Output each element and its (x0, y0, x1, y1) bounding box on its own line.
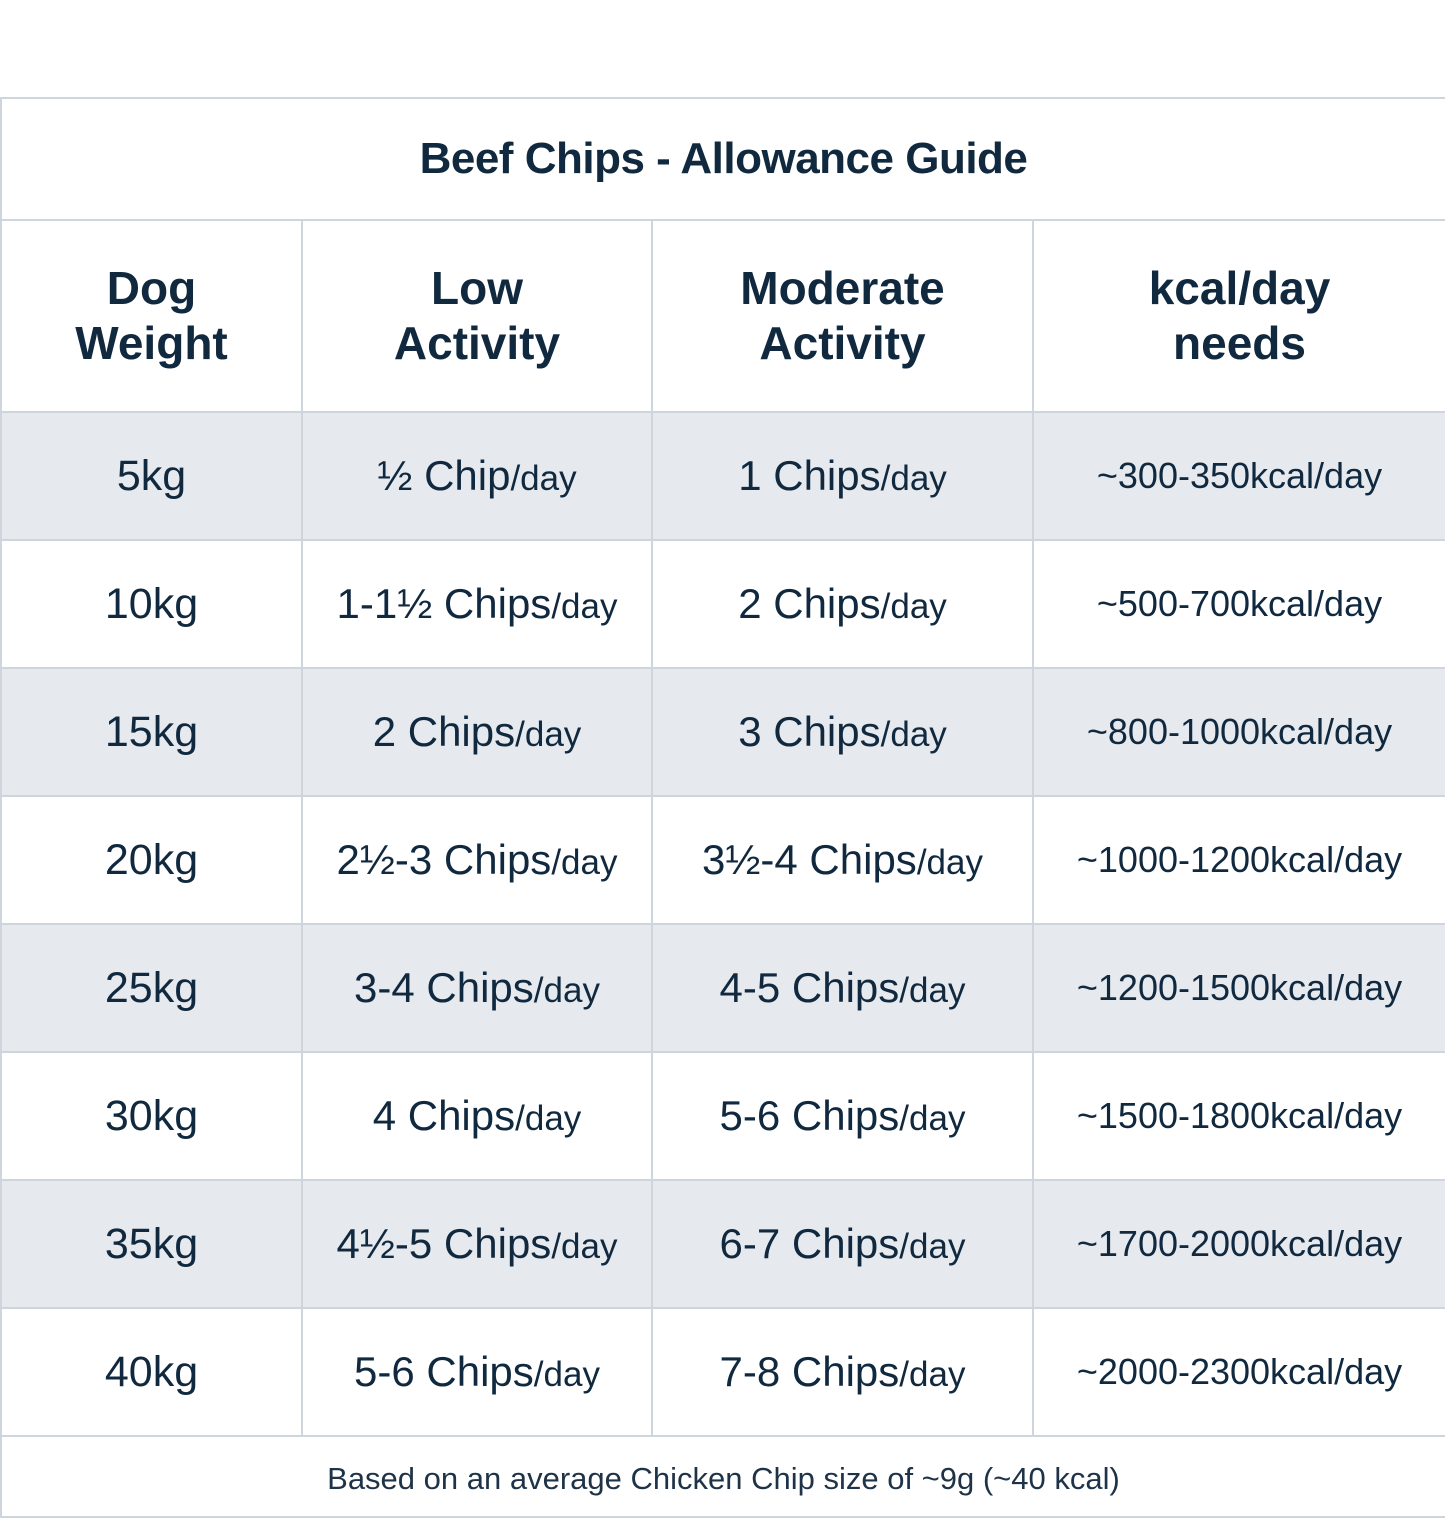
per-day-unit: /day (510, 459, 577, 498)
table-row (2, 796, 1445, 924)
chip-count: 4½-5 Chips (336, 1220, 552, 1267)
cell-dog-weight: 25kg (2, 924, 302, 1052)
cell-dog-weight: 10kg (2, 540, 302, 668)
per-day-unit: /day (880, 459, 947, 498)
per-day-unit: /day (899, 1355, 966, 1394)
cell-moderate-activity (652, 540, 1033, 668)
cell-moderate-activity (652, 924, 1033, 1052)
cell-dog-weight: 20kg (2, 796, 302, 924)
allowance-guide (0, 97, 1445, 1518)
per-day-unit: /day (551, 1227, 618, 1266)
per-day-unit: /day (899, 1099, 966, 1138)
footnote: Based on an average Chicken Chip size of ~9g (~40 kcal) (327, 1461, 1120, 1496)
per-day-unit: /day (880, 715, 947, 754)
chip-count: 3 Chips (738, 708, 881, 755)
chip-count: 7-8 Chips (719, 1348, 900, 1395)
cell-kcal-needs: ~300-350kcal/day (1033, 412, 1445, 540)
header-kcal-needs: kcal/day needs (1033, 221, 1445, 412)
cell-low-activity (302, 796, 652, 924)
per-day-unit: /day (880, 587, 947, 626)
cell-low-activity (302, 1052, 652, 1180)
header-low-activity: Low Activity (302, 221, 652, 412)
chip-count: 2 Chips (738, 580, 881, 627)
header-dog-weight: Dog Weight (2, 221, 302, 412)
cell-kcal-needs: ~1700-2000kcal/day (1033, 1180, 1445, 1308)
cell-dog-weight: 35kg (2, 1180, 302, 1308)
allowance-table (2, 221, 1445, 1437)
header-moderate-activity: Moderate Activity (652, 221, 1033, 412)
chip-count: ½ Chip (377, 452, 511, 499)
cell-dog-weight: 5kg (2, 412, 302, 540)
per-day-unit: /day (533, 971, 600, 1010)
cell-kcal-needs: ~1200-1500kcal/day (1033, 924, 1445, 1052)
cell-moderate-activity (652, 1052, 1033, 1180)
per-day-unit: /day (551, 843, 618, 882)
cell-kcal-needs: ~2000-2300kcal/day (1033, 1308, 1445, 1436)
chip-count: 1-1½ Chips (336, 580, 552, 627)
cell-moderate-activity (652, 1308, 1033, 1436)
chip-count: 4-5 Chips (719, 964, 900, 1011)
cell-moderate-activity (652, 796, 1033, 924)
per-day-unit: /day (515, 715, 582, 754)
cell-moderate-activity (652, 412, 1033, 540)
per-day-unit: /day (916, 843, 983, 882)
cell-low-activity (302, 412, 652, 540)
table-row (2, 924, 1445, 1052)
cell-low-activity (302, 924, 652, 1052)
cell-kcal-needs: ~1000-1200kcal/day (1033, 796, 1445, 924)
header-row (2, 221, 1445, 412)
cell-low-activity (302, 540, 652, 668)
chip-count: 2½-3 Chips (336, 836, 552, 883)
table-row (2, 540, 1445, 668)
table-row (2, 412, 1445, 540)
per-day-unit: /day (899, 971, 966, 1010)
cell-low-activity (302, 668, 652, 796)
cell-low-activity (302, 1180, 652, 1308)
cell-kcal-needs: ~800-1000kcal/day (1033, 668, 1445, 796)
cell-dog-weight: 40kg (2, 1308, 302, 1436)
cell-moderate-activity (652, 1180, 1033, 1308)
guide-title: Beef Chips - Allowance Guide (2, 99, 1445, 221)
cell-low-activity (302, 1308, 652, 1436)
per-day-unit: /day (899, 1227, 966, 1266)
cell-dog-weight: 30kg (2, 1052, 302, 1180)
per-day-unit: /day (515, 1099, 582, 1138)
cell-kcal-needs: ~500-700kcal/day (1033, 540, 1445, 668)
table-row (2, 1180, 1445, 1308)
table-row (2, 1308, 1445, 1436)
per-day-unit: /day (533, 1355, 600, 1394)
chip-count: 6-7 Chips (719, 1220, 900, 1267)
chip-count: 3½-4 Chips (702, 836, 917, 883)
chip-count: 5-6 Chips (719, 1092, 900, 1139)
chip-count: 1 Chips (738, 452, 881, 499)
table-row (2, 1052, 1445, 1180)
chip-count: 2 Chips (372, 708, 516, 755)
chip-count: 5-6 Chips (354, 1348, 534, 1395)
chip-count: 3-4 Chips (354, 964, 534, 1011)
cell-dog-weight: 15kg (2, 668, 302, 796)
per-day-unit: /day (551, 587, 618, 626)
cell-moderate-activity (652, 668, 1033, 796)
cell-kcal-needs: ~1500-1800kcal/day (1033, 1052, 1445, 1180)
table-row (2, 668, 1445, 796)
chip-count: 4 Chips (372, 1092, 516, 1139)
